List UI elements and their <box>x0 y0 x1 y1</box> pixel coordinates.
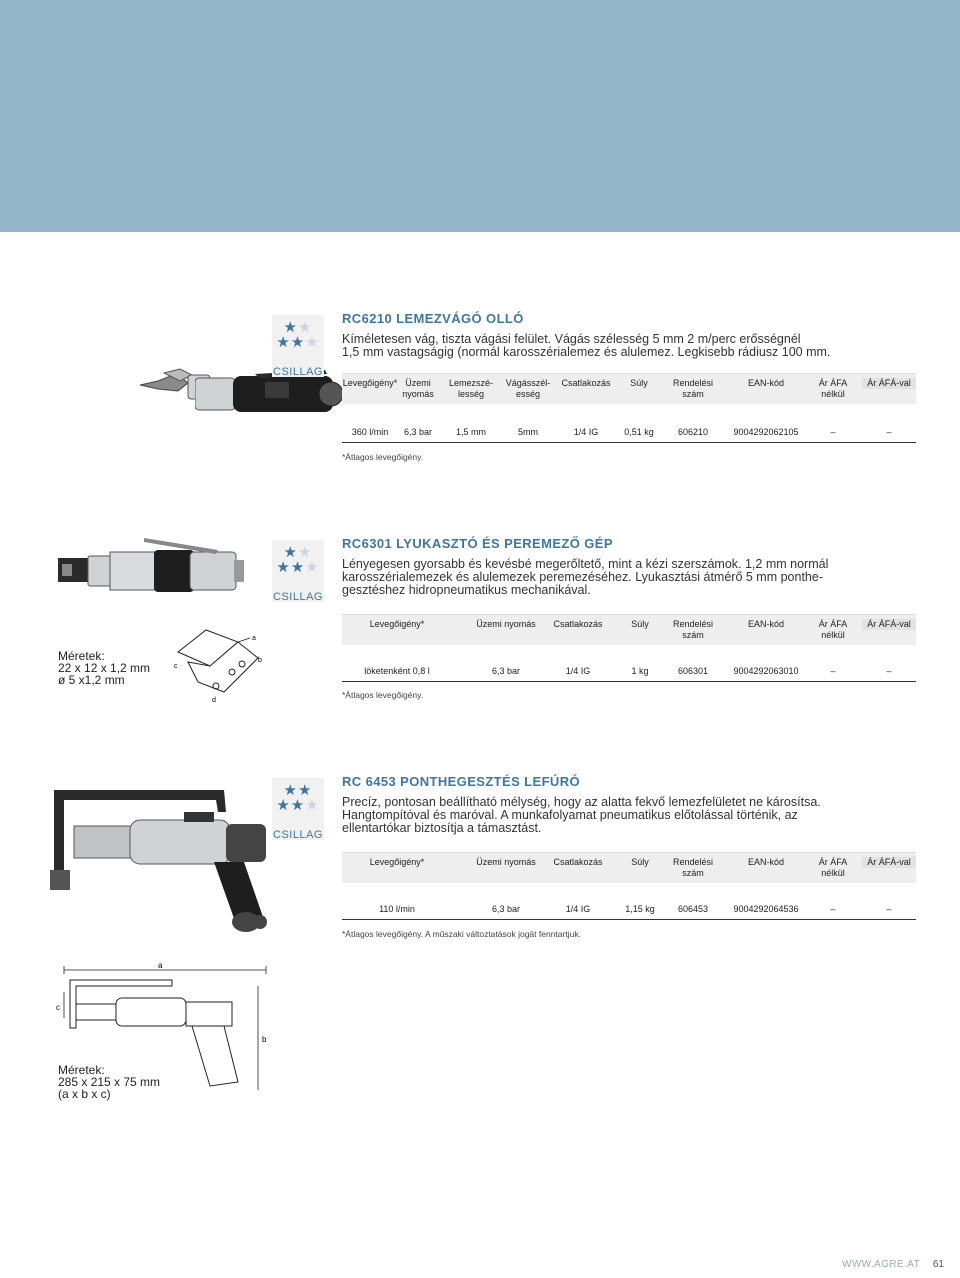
spec-table-row <box>342 424 916 443</box>
page-footer <box>842 1259 944 1270</box>
spec-cell: 1,5 mm <box>455 427 486 437</box>
star-rating-top <box>284 784 313 798</box>
spec-cell: 1 kg <box>631 666 649 676</box>
footnote: *Átlagos levegőigény. <box>342 690 424 700</box>
spec-cell: 6,3 bar <box>491 904 521 914</box>
header-cell: Üzemi nyomás <box>476 619 536 629</box>
spec-cell: 1,15 kg <box>625 904 655 914</box>
header-cell: Ár ÁFÁ-val <box>862 857 916 868</box>
star-icon: ★ <box>276 334 291 351</box>
header-cell: Csatlakozás <box>553 857 603 867</box>
badge-label: CSILLAG <box>273 829 323 841</box>
star-rating-bottom <box>276 561 319 575</box>
star-icon: ★ <box>305 334 320 351</box>
star-rating-bottom <box>276 336 319 350</box>
star-rating-top <box>284 321 313 335</box>
header-cell: Lemezszé- lesség <box>448 378 493 399</box>
header-cell: Csatlakozás <box>561 378 611 388</box>
spec-cell: – <box>886 904 892 914</box>
punch-diagram <box>172 628 272 709</box>
spec-table-row <box>342 663 916 682</box>
diagram-label: c <box>174 663 178 670</box>
header-cell: EAN-kód <box>747 378 784 388</box>
website-link[interactable]: WWW.AGRE.AT <box>841 1259 921 1270</box>
header-band <box>0 0 960 232</box>
header-cell: Rendelési szám <box>672 857 714 878</box>
spec-cell: 9004292064536 <box>733 904 799 914</box>
star-icon: ★ <box>298 319 313 336</box>
diagram-label: b <box>262 1035 267 1044</box>
spec-cell: – <box>830 427 836 437</box>
page-number: 61 <box>932 1259 944 1270</box>
spec-cell: – <box>830 904 836 914</box>
star-rating-top <box>284 546 313 560</box>
diagram-label: a <box>158 961 163 970</box>
spec-cell: 110 l/min <box>379 904 415 914</box>
spec-cell: 360 l/min <box>351 427 389 437</box>
star-icon: ★ <box>290 797 306 814</box>
header-cell: Levegőigény* <box>342 378 398 388</box>
header-cell: Ár ÁFÁ-val <box>862 619 916 630</box>
star-icon: ★ <box>305 559 320 576</box>
spec-cell: 606453 <box>677 904 709 914</box>
header-cell: Üzemi nyomás <box>402 378 434 399</box>
dimensions-text: Méretek: 285 x 215 x 75 mm (a x b x c) <box>58 1063 161 1101</box>
spec-cell: 606210 <box>677 427 709 437</box>
star-icon: ★ <box>290 334 306 351</box>
spec-cell: – <box>830 666 836 676</box>
product-description: Kíméletesen vág, tiszta vágási felület. Vágás szélesség 5 mm 2 m/perc erősségnél 1,5 mm vastagságig (normál karosszérialemez és alulemez. Legkisebb rádiusz 100 mm. <box>342 332 831 359</box>
header-cell: Súly <box>630 378 648 388</box>
star-icon: ★ <box>276 797 291 814</box>
header-cell: Ár ÁFA nélkül <box>818 378 848 399</box>
star-rating-bottom <box>276 799 319 813</box>
spec-table-header <box>342 373 916 404</box>
header-cell: Csatlakozás <box>553 619 603 629</box>
diagram-label: b <box>258 657 262 664</box>
spec-cell: 1/4 IG <box>573 427 599 437</box>
nibbler-image <box>58 530 248 615</box>
spec-table-header <box>342 614 916 645</box>
header-cell: Vágásszél- esség <box>505 378 551 399</box>
header-cell: Súly <box>631 619 649 629</box>
star-icon: ★ <box>276 559 291 576</box>
header-cell: EAN-kód <box>747 857 784 867</box>
product-description: Lényegesen gyorsabb és kevésbé megerőltető, mint a kézi szerszámok. 1,2 mm normál karosszérialemezek és alulemezek peremezéséhez. Lyukasztási átmérő 5 mm ponthe- gesztéshez hidropneumatikus mechanikával. <box>342 557 829 597</box>
spec-cell: 1/4 IG <box>565 904 591 914</box>
spec-cell: 606301 <box>677 666 709 676</box>
product-title: RC6301 LYUKASZTÓ ÉS PEREMEZŐ GÉP <box>342 536 613 551</box>
spec-cell: 1/4 IG <box>565 666 591 676</box>
spec-cell: löketenként 0,8 l <box>364 666 430 676</box>
footnote: *Átlagos levegőigény. <box>342 452 424 462</box>
header-cell: EAN-kód <box>747 619 784 629</box>
header-cell: Súly <box>631 857 649 867</box>
header-cell: Levegőigény* <box>369 857 425 867</box>
product-title: RC6210 LEMEZVÁGÓ OLLÓ <box>342 311 524 326</box>
spec-table-header <box>342 852 916 883</box>
header-cell: Üzemi nyomás <box>476 857 536 867</box>
spec-cell: – <box>886 427 892 437</box>
star-icon: ★ <box>283 782 298 799</box>
star-icon: ★ <box>298 782 313 799</box>
dimensions-text: Méretek: 22 x 12 x 1,2 mm ø 5 x1,2 mm <box>58 649 151 687</box>
spec-table-row <box>342 901 916 920</box>
product-title: RC 6453 PONTHEGESZTÉS LEFÚRÓ <box>342 774 581 789</box>
star-icon: ★ <box>290 559 306 576</box>
footnote: *Átlagos levegőigény. A műszaki változtatások jogát fenntartjuk. <box>342 929 581 939</box>
diagram-label: a <box>252 635 256 642</box>
diagram-label: c <box>56 1003 60 1012</box>
header-cell: Levegőigény* <box>369 619 425 629</box>
spec-cell: 6,3 bar <box>491 666 521 676</box>
star-icon: ★ <box>283 544 298 561</box>
header-cell: Ár ÁFA nélkül <box>818 857 848 878</box>
star-icon: ★ <box>298 544 313 561</box>
diagram-label: d <box>212 697 216 704</box>
spec-cell: 0,51 kg <box>624 427 654 437</box>
star-icon: ★ <box>305 797 320 814</box>
badge-label: CSILLAG <box>273 366 323 378</box>
spec-cell: 9004292062105 <box>733 427 799 437</box>
spec-cell: 9004292063010 <box>733 666 799 676</box>
badge-label: CSILLAG <box>273 591 323 603</box>
header-cell: Ár ÁFÁ-val <box>862 378 916 389</box>
spec-cell: 6,3 bar <box>403 427 433 437</box>
product-description: Precíz, pontosan beállítható mélység, hogy az alatta fekvő lemezfelületet ne károsítsa. Hangtompítóval és maróval. A munkafolyamat pneumatikus előtolással történik, az ellentartókar biztosítja a támasztást. <box>342 795 821 835</box>
star-icon: ★ <box>283 319 298 336</box>
header-cell: Rendelési szám <box>672 378 714 399</box>
header-cell: Ár ÁFA nélkül <box>818 619 848 640</box>
spec-cell: – <box>886 666 892 676</box>
spec-cell: 5mm <box>518 427 538 437</box>
header-cell: Rendelési szám <box>672 619 714 640</box>
